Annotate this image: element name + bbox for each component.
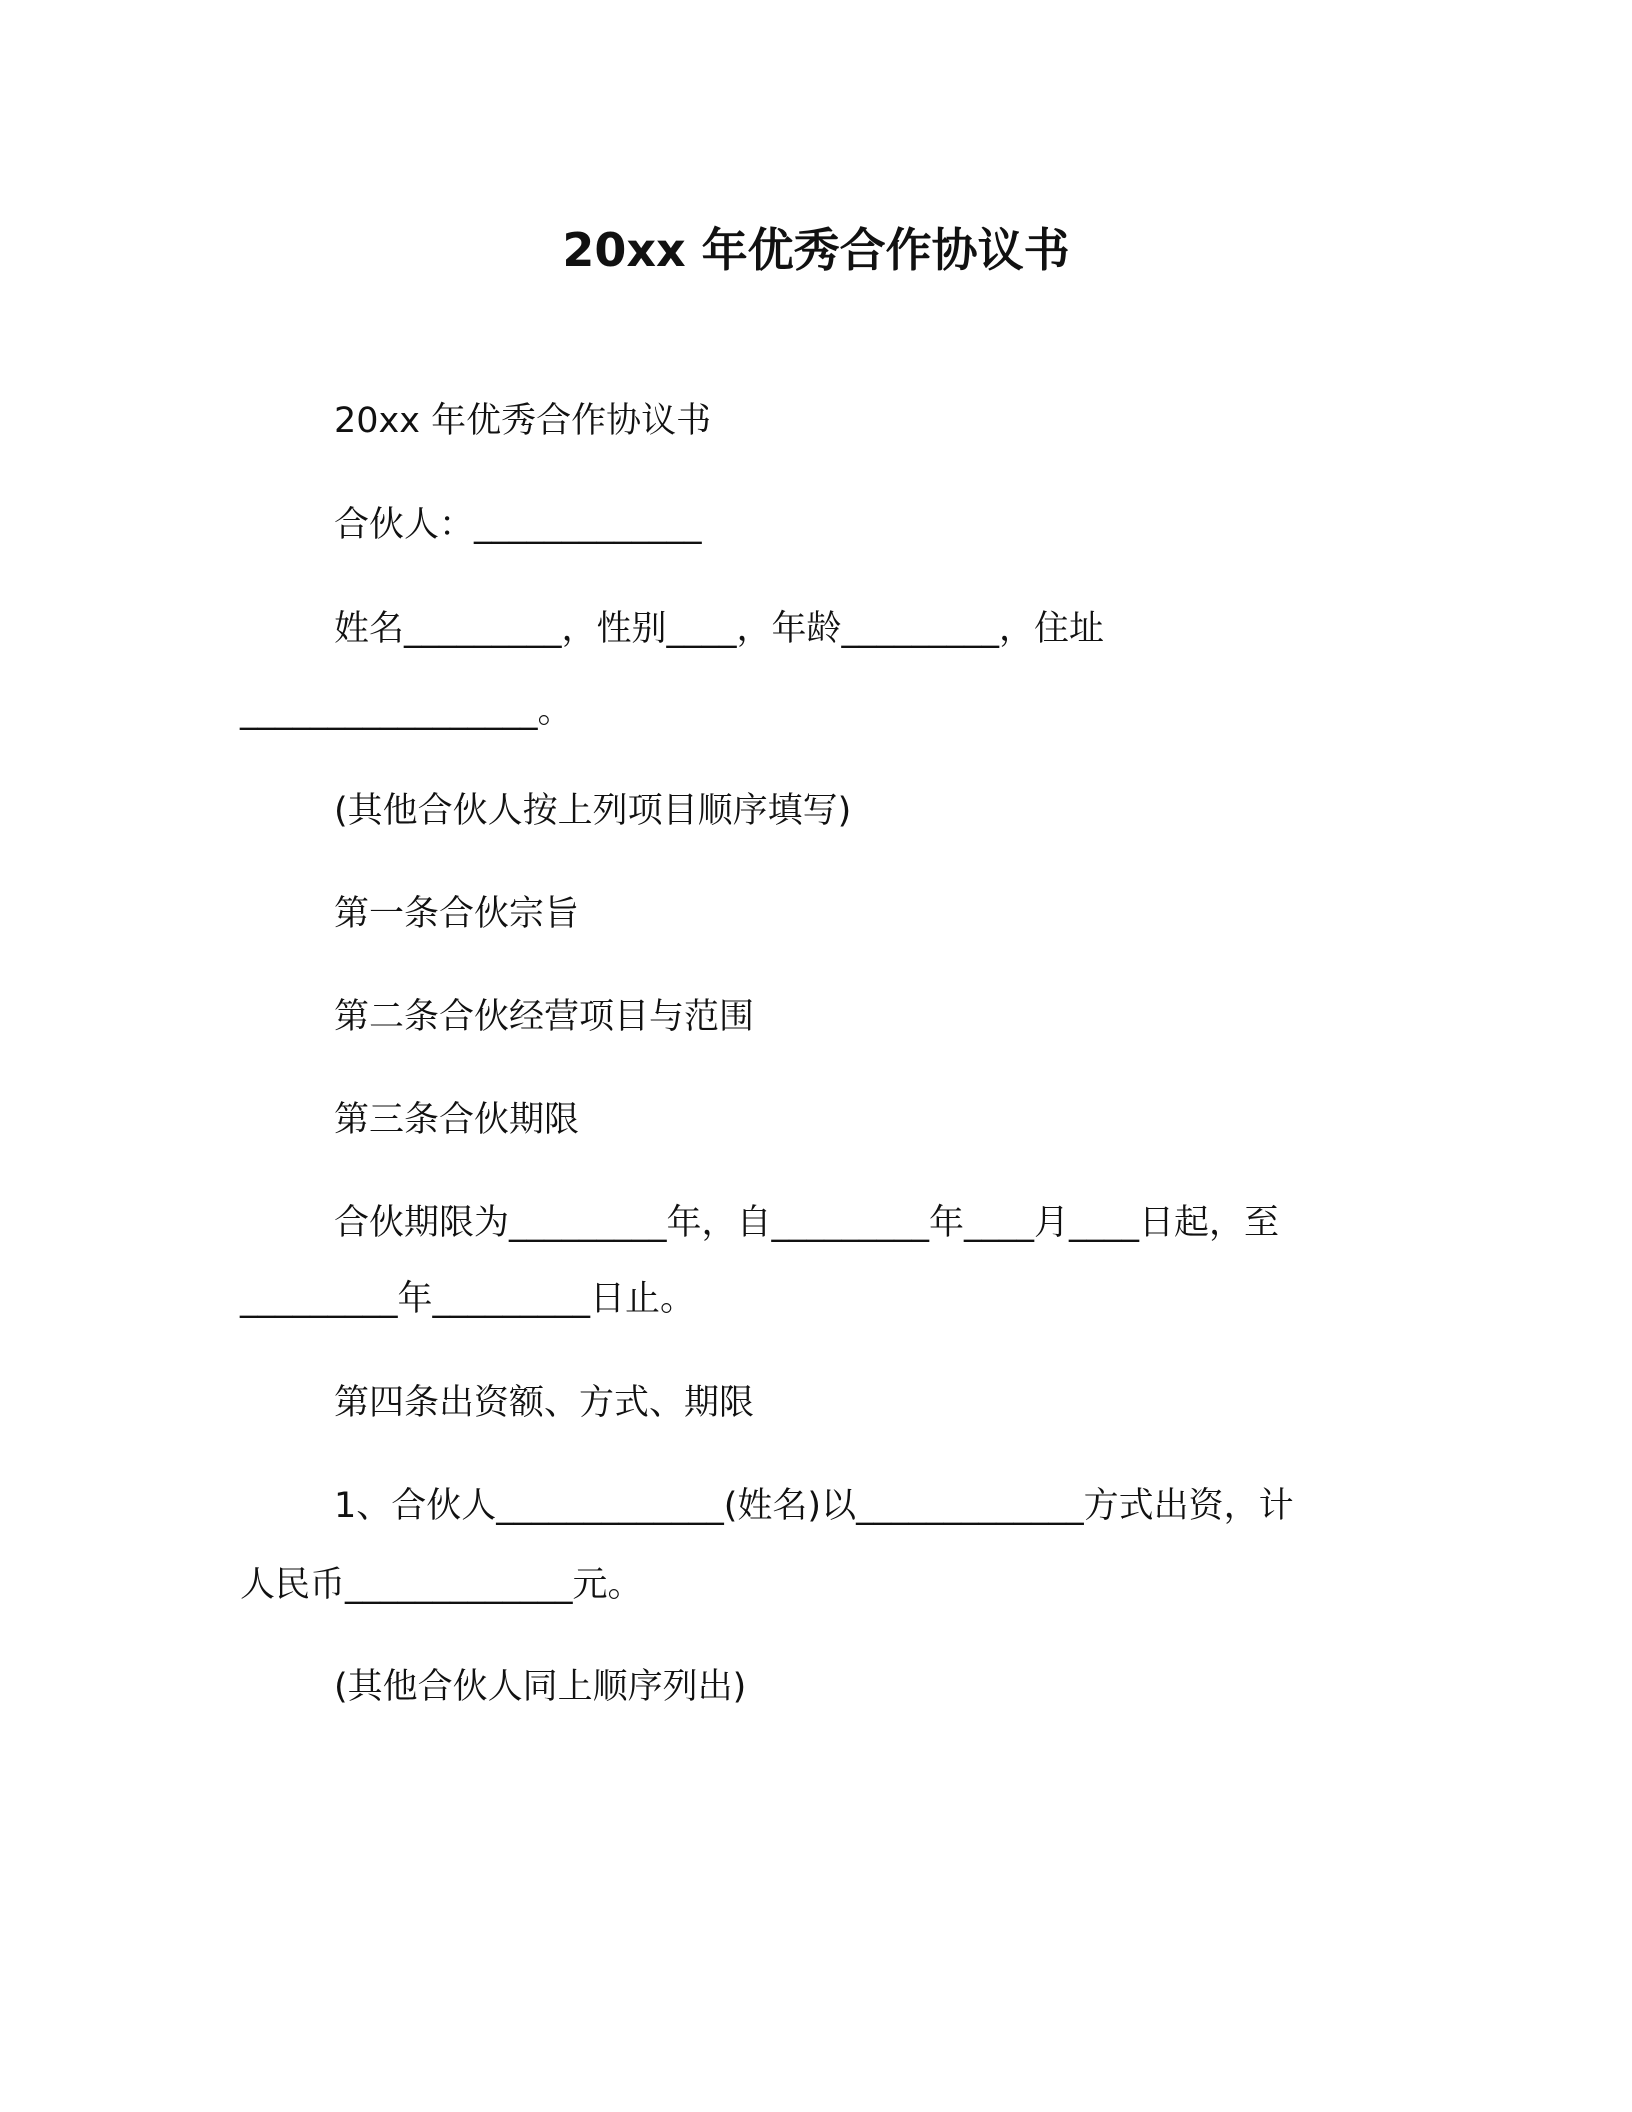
article-1-heading: 第一条合伙宗旨 <box>334 894 580 934</box>
article-4-heading: 第四条出资额、方式、期限 <box>334 1383 755 1423</box>
partner-line: 合伙人：_____________ <box>334 505 702 545</box>
partner-address-line: _________________。 <box>240 691 573 731</box>
term-line: 合伙期限为_________年，自_________年____月____日起，至 <box>334 1203 1280 1243</box>
partner-info-line: 姓名_________，性别____，年龄_________，住址 <box>334 609 1105 649</box>
term-end-line: _________年_________日止。 <box>240 1279 696 1319</box>
article-3-heading: 第三条合伙期限 <box>334 1100 580 1140</box>
other-partners-note: (其他合伙人按上列项目顺序填写) <box>334 791 852 831</box>
article-2-heading: 第二条合伙经营项目与范围 <box>334 997 755 1037</box>
other-partners-order-note: (其他合伙人同上顺序列出) <box>334 1667 747 1707</box>
contribution-line: 1、合伙人_____________(姓名)以_____________方式出资，计 <box>334 1486 1294 1526</box>
contribution-amount-line: 人民币_____________元。 <box>240 1565 643 1605</box>
subtitle-line: 20xx 年优秀合作协议书 <box>334 401 712 441</box>
document-title: 20xx 年优秀合作协议书 <box>562 223 1070 277</box>
